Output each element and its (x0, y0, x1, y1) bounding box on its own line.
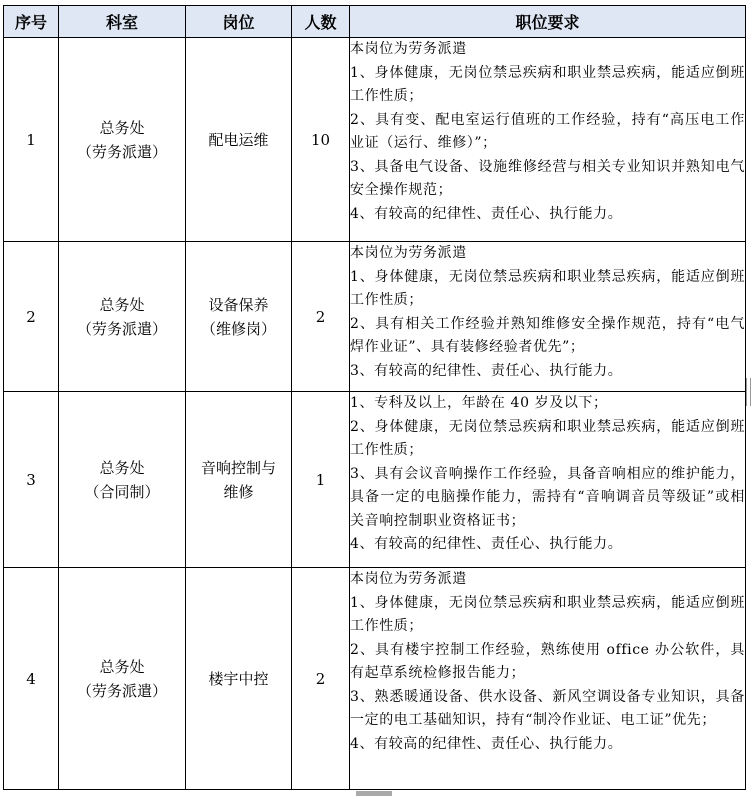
requirement-line: 本岗位为劳务派遣 (350, 571, 467, 587)
header-department: 科室 (59, 6, 186, 38)
employment-type: （劳务派遣） (76, 319, 167, 338)
row-requirements (350, 242, 746, 392)
department-name: 总务处 (99, 295, 145, 314)
row-department (59, 38, 186, 242)
table-row (4, 38, 746, 242)
requirement-line: 4、有较高的纪律性、责任心、执行能力。 (350, 735, 623, 752)
row-position (186, 242, 292, 392)
row-department (59, 568, 186, 790)
employment-type: （劳务派遣） (76, 142, 167, 161)
department-name: 总务处 (99, 458, 145, 477)
department-name: 总务处 (99, 118, 145, 137)
requirement-line: 1、身体健康，无岗位禁忌疾病和职业禁忌疾病，能适应倒班工作性质； (350, 268, 745, 308)
requirement-line: 本岗位为劳务派遣 (350, 41, 467, 57)
row-department (59, 242, 186, 392)
table-row (4, 242, 746, 392)
position-subname: 维修 (223, 482, 254, 501)
requirement-line: 1、身体健康，无岗位禁忌疾病和职业禁忌疾病，能适应倒班工作性质； (350, 594, 745, 634)
row-headcount: 2 (292, 568, 350, 790)
requirement-line: 2、具有变、配电室运行值班的工作经验，持有“高压电工作业证（运行、维修）”； (350, 111, 745, 151)
requirement-line: 3、具备电气设备、设施维修经营与相关专业知识并熟知电气安全操作规范； (350, 158, 745, 198)
row-requirements (350, 568, 746, 790)
employment-type: （劳务派遣） (76, 681, 167, 700)
row-headcount: 2 (292, 242, 350, 392)
row-requirements (350, 38, 746, 242)
requirement-line: 2、具有楼宇控制工作经验，熟练使用 office 办公软件，具有起草系统检修报告能力； (350, 641, 745, 681)
position-subname: （维修岗） (200, 319, 276, 338)
requirement-line: 1、身体健康，无岗位禁忌疾病和职业禁忌疾病，能适应倒班工作性质； (350, 64, 745, 104)
row-requirements (350, 392, 746, 568)
row-index: 3 (4, 392, 59, 568)
header-position: 岗位 (186, 6, 292, 38)
position-name: 音响控制与 (200, 458, 276, 477)
requirement-line: 4、有较高的纪律性、责任心、执行能力。 (350, 205, 623, 222)
requirement-line: 2、身体健康，无岗位禁忌疾病和职业禁忌疾病，能适应倒班工作性质； (350, 418, 745, 458)
scrollbar-thumb[interactable] (356, 791, 392, 796)
position-name: 楼宇中控 (208, 669, 269, 688)
row-position (186, 392, 292, 568)
position-name: 配电运维 (208, 130, 269, 149)
row-position (186, 568, 292, 790)
header-requirements: 职位要求 (350, 6, 746, 38)
requirement-line: 2、具有相关工作经验并熟知维修安全操作规范，持有“电气焊作业证”、具有装修经验者优先”； (350, 315, 745, 355)
requirement-line: 本岗位为劳务派遣 (350, 245, 467, 261)
table-row (4, 568, 746, 790)
row-index: 4 (4, 568, 59, 790)
table-row (4, 392, 746, 568)
row-department (59, 392, 186, 568)
employment-type: （合同制） (84, 482, 160, 501)
department-name: 总务处 (99, 657, 145, 676)
header-index: 序号 (4, 6, 59, 38)
row-index: 1 (4, 38, 59, 242)
job-requirements-table (3, 5, 746, 790)
row-headcount: 10 (292, 38, 350, 242)
row-index: 2 (4, 242, 59, 392)
requirement-line: 1、专科及以上，年龄在 40 岁及以下； (350, 395, 608, 411)
row-position (186, 38, 292, 242)
header-headcount: 人数 (292, 6, 350, 38)
table-header-row (4, 6, 746, 38)
requirement-line: 3、具有会议音响操作工作经验，具备音响相应的维护能力，具备一定的电脑操作能力，需持有“音响调音员等级证”或相关音响控制职业资格证书； (350, 465, 745, 529)
position-name: 设备保养 (208, 295, 269, 314)
resize-handle[interactable] (746, 378, 751, 406)
requirement-line: 4、有较高的纪律性、责任心、执行能力。 (350, 536, 623, 552)
requirement-line: 3、有较高的纪律性、责任心、执行能力。 (350, 362, 623, 379)
requirement-line: 3、熟悉暖通设备、供水设备、新风空调设备专业知识，具备一定的电工基础知识，持有“制冷作业证、电工证”优先； (350, 688, 745, 728)
row-headcount: 1 (292, 392, 350, 568)
